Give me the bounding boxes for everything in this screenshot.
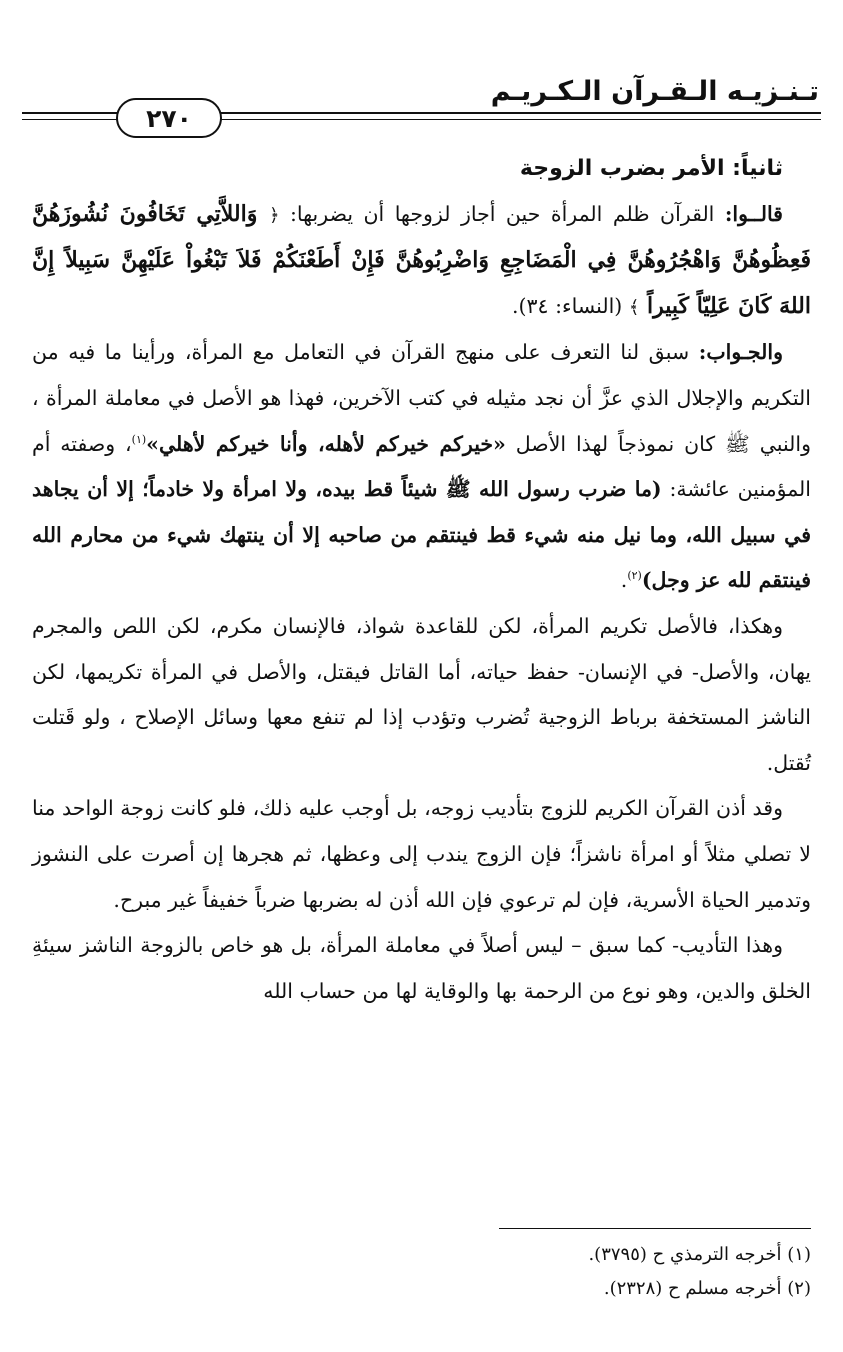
paragraph-exception: وهكذا، فالأصل تكريم المرأة، لكن للقاعدة شواذ، فالإنسان مكرم، لكن اللص والمجرم يهان، والأصل- في الإنسان- حفظ حياته، أما القاتل فيقتل، والأصل في المرأة تكريمها، لكن الناشز المستخفة برباط الزوجية تُضرب وتؤدب إذا لم تنفع معها وسائل الإصلاح ، ولو قَتلت تُقتل. [32,613,811,775]
footnote-marker-2[interactable]: (٢) [627,569,642,583]
footnote-2: (٢) أخرجه مسلم ح (٢٣٢٨). [603,1278,811,1299]
claim-lead: قالــوا: [724,201,783,226]
answer-end: . [620,568,628,593]
answer-text: سبق لنا التعرف على منهج القرآن في التعامل مع المرأة، ورأينا ما فيه من التكريم والإجلال الذي عزَّ أن نجد مثيله في كتب الآخرين، فهذا هو الأصل في معاملة المرأة ، والنبي ﷺ كان نموذجاً لهذا الأصل [32,340,811,456]
section-heading: ثانياً: الأمر بضرب الزوجة [519,156,783,181]
claim-text: القرآن ظلم المرأة حين أجاز لزوجها أن يضربها: [279,201,725,226]
footnote-marker-1[interactable]: (١) [131,432,147,446]
paragraph-permission: وقد أذن القرآن الكريم للزوج بتأديب زوجه، بل أوجب عليه ذلك، فلو كانت زوجة الواحد منا لا تصلي مثلاً أو امرأة ناشزاً؛ فإن الزوج يندب إلى وعظها، ثم هجرها إن أصرت على النشوز وتدمير الحياة الأسرية، فإن لم ترعوي فإن الله أذن له بضربها ضرباً خفيفاً غير مبرح. [32,796,811,912]
paragraph-discipline: وهذا التأديب- كما سبق – ليس أصلاً في معاملة المرأة، بل هو خاص بالزوجة الناشز سيئةِ الخلق والدين، وهو نوع من الرحمة بها والوقاية لها من حساب الله [32,933,811,1003]
paragraph-claim [32,192,811,331]
page-body [32,146,811,1014]
hadith-quote-1: «خيركم خيركم لأهله، وأنا خيركم لأهلي» [146,431,506,456]
verse-reference: (النساء: ٣٤). [512,293,629,318]
page-number-badge: ٢٧٠ [116,98,222,138]
ornate-bracket-close: ﴾ [628,296,640,318]
paragraph-answer [32,330,811,604]
running-title: تـنـزيـه الـقـرآن الـكـريـم [490,76,819,107]
hadith-quote-2: (ما ضرب رسول الله ﷺ شيئاً قط بيده، ولا امرأة ولا خادماً؛ إلا أن يجاهد في سبيل الله، وما نيل منه شيء قط فينتقم من صاحبه إلا أن ينتهك شيء من محارم الله فينتقم لله عز وجل) [32,477,811,593]
page-header [22,66,821,154]
ornate-bracket-open: ﴿ [268,204,280,226]
footnote-1: (١) أخرجه الترمذي ح (٣٧٩٥). [588,1244,811,1265]
answer-lead: والجـواب: [698,340,783,365]
footnotes [32,1238,811,1306]
quran-verse: وَاللاَّتِي تَخَافُونَ نُشُوزَهُنَّ فَعِظُوهُنَّ وَاهْجُرُوهُنَّ فِي الْمَضَاجِعِ وَاضْرِبُوهُنَّ فَإِنْ أَطَعْنَكُمْ فَلاَ تَبْغُواْ عَلَيْهِنَّ سَبِيلاً إِنَّ اللهَ كَانَ عَلِيّاً كَبِيراً [32,200,811,319]
answer-text-2: ، وصفته أم المؤمنين عائشة: [32,431,811,502]
footnote-rule [499,1228,811,1229]
